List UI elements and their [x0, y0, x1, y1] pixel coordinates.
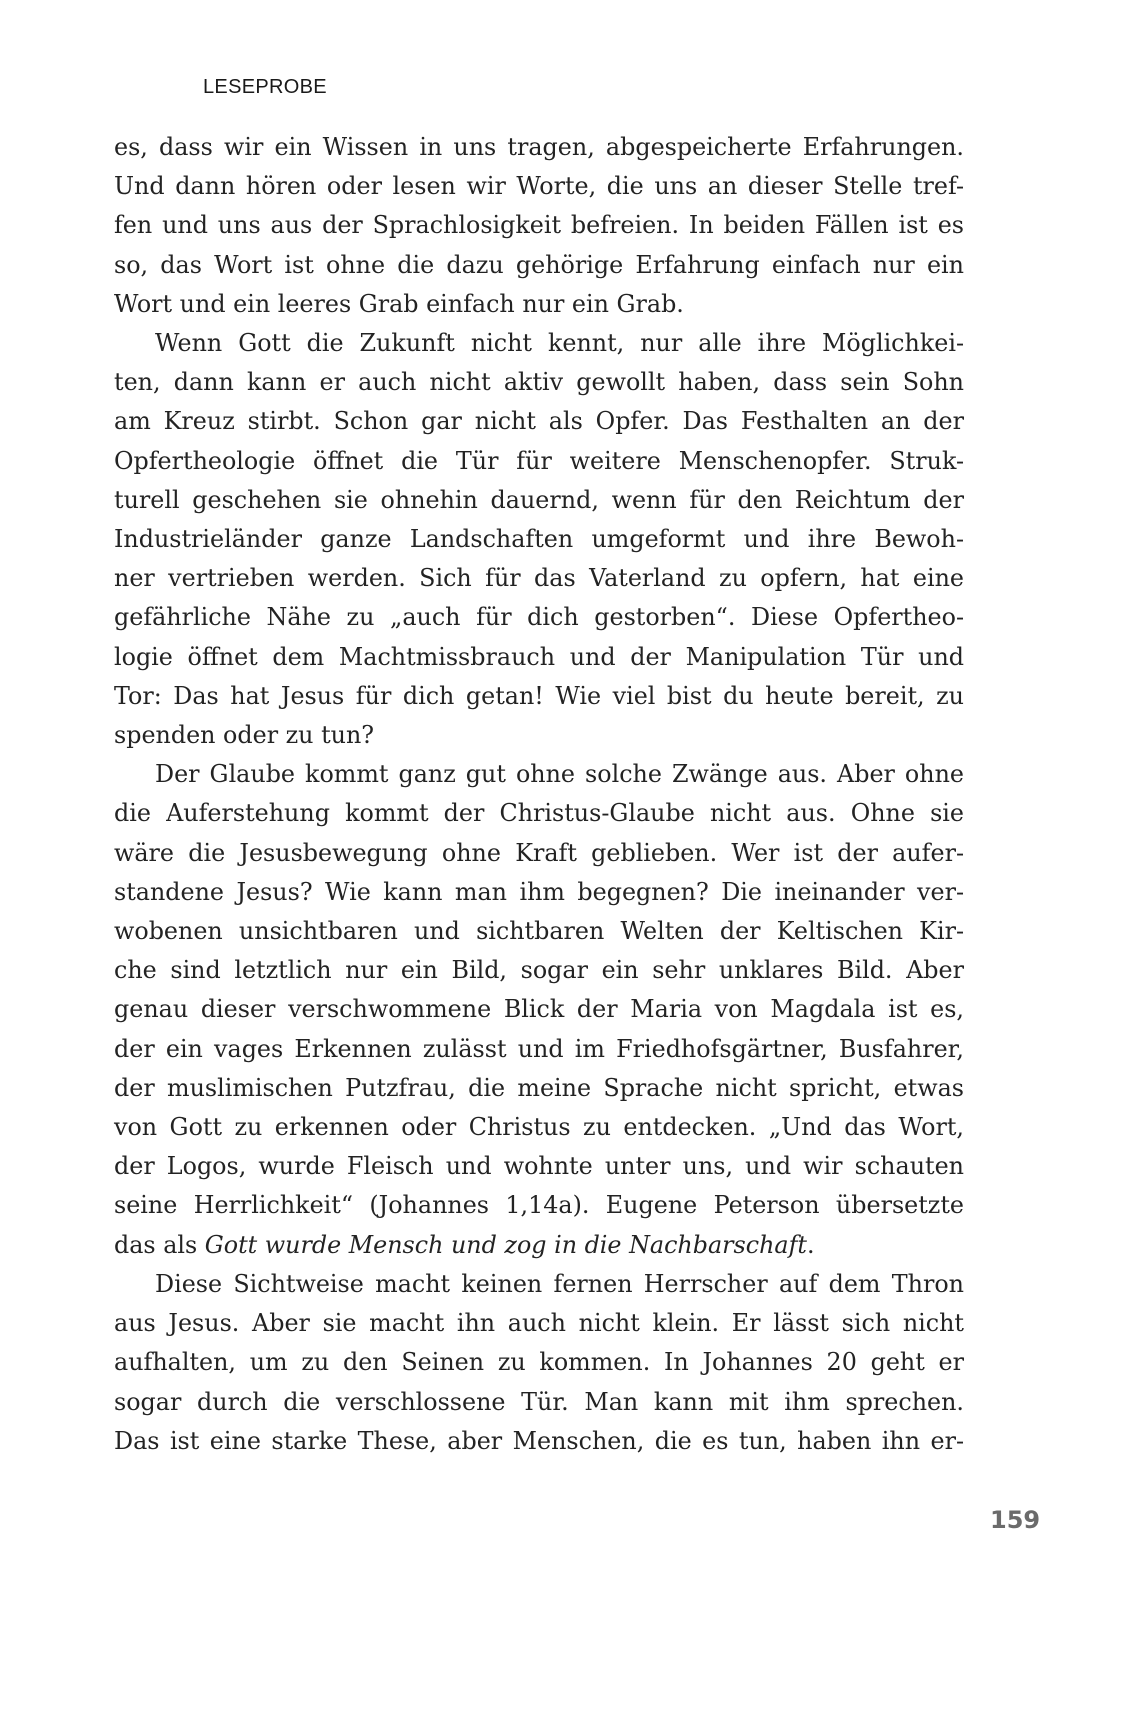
text-line: aus Jesus. Aber sie macht ihn auch nicht klein. Er lässt sich nicht	[114, 1309, 964, 1338]
text-line	[114, 1226, 964, 1265]
text-line: der Logos, wurde Fleisch und wohnte unter uns, und wir schauten	[114, 1152, 964, 1181]
paragraph-3	[114, 755, 964, 1265]
page-number: 159	[990, 1506, 1041, 1534]
text-line: ner vertrieben werden. Sich für das Vaterland zu opfern, hat eine	[114, 564, 964, 593]
paragraph-2	[114, 324, 964, 755]
text-line: von Gott zu erkennen oder Christus zu entdecken. „Und das Wort,	[114, 1113, 964, 1142]
text-run: das als	[114, 1230, 205, 1259]
text-line: seine Herrlichkeit“ (Johannes 1,14a). Eugene Peterson übersetzte	[114, 1191, 964, 1220]
paragraph-4	[114, 1265, 964, 1461]
body-text	[114, 128, 964, 1461]
text-line: Diese Sichtweise macht keinen fernen Herrscher auf dem Thron	[155, 1269, 964, 1298]
text-line: es, dass wir ein Wissen in uns tragen, abgespeicherte Erfahrungen.	[114, 133, 964, 161]
text-line: Opfertheologie öffnet die Tür für weitere Menschenopfer. Struk-	[114, 446, 964, 475]
running-header: LESEPROBE	[203, 76, 327, 98]
text-line: wobenen unsichtbaren und sichtbaren Welten der Keltischen Kir-	[114, 917, 964, 946]
text-line: fen und uns aus der Sprachlosigkeit befreien. In beiden Fällen ist es	[114, 211, 964, 240]
text-line: so, das Wort ist ohne die dazu gehörige Erfahrung einfach nur ein	[114, 250, 964, 279]
paragraph-1	[114, 128, 964, 324]
text-line: die Auferstehung kommt der Christus-Glaube nicht aus. Ohne sie	[114, 799, 964, 828]
text-line: Tor: Das hat Jesus für dich getan! Wie viel bist du heute bereit, zu	[114, 681, 964, 710]
text-line: Das ist eine starke These, aber Menschen, die es tun, haben ihn er-	[114, 1426, 964, 1455]
text-line: logie öffnet dem Machtmissbrauch und der Manipulation Tür und	[114, 642, 964, 671]
text-line: wäre die Jesusbewegung ohne Kraft geblieben. Wer ist der aufer-	[114, 838, 964, 867]
text-line: Der Glaube kommt ganz gut ohne solche Zwänge aus. Aber ohne	[155, 760, 964, 789]
text-line: der ein vages Erkennen zulässt und im Friedhofsgärtner, Busfahrer,	[114, 1034, 964, 1063]
text-line: che sind letztlich nur ein Bild, sogar ein sehr unklares Bild. Aber	[114, 956, 964, 985]
text-line: Wort und ein leeres Grab einfach nur ein Grab.	[114, 289, 684, 318]
text-line: standene Jesus? Wie kann man ihm begegnen? Die ineinander ver-	[114, 877, 964, 906]
text-line: am Kreuz stirbt. Schon gar nicht als Opfer. Das Festhalten an der	[114, 407, 964, 436]
text-line: sogar durch die verschlossene Tür. Man kann mit ihm sprechen.	[114, 1387, 964, 1416]
text-line: aufhalten, um zu den Seinen zu kommen. In Johannes 20 geht er	[114, 1348, 964, 1377]
text-line: turell geschehen sie ohnehin dauernd, wenn für den Reichtum der	[114, 485, 964, 514]
text-line: ten, dann kann er auch nicht aktiv gewollt haben, dass sein Sohn	[114, 368, 964, 397]
text-line: gefährliche Nähe zu „auch für dich gestorben“. Diese Opfertheo-	[114, 603, 964, 632]
italic-title: Gott wurde Mensch und zog in die Nachbarschaft	[204, 1230, 807, 1259]
text-line: Und dann hören oder lesen wir Worte, die uns an dieser Stelle tref-	[114, 172, 964, 201]
text-run: .	[806, 1230, 815, 1259]
text-line: spenden oder zu tun?	[114, 721, 375, 750]
text-line: Wenn Gott die Zukunft nicht kennt, nur alle ihre Möglichkei-	[155, 329, 964, 358]
text-line: der muslimischen Putzfrau, die meine Sprache nicht spricht, etwas	[114, 1073, 964, 1102]
text-line: genau dieser verschwommene Blick der Maria von Magdala ist es,	[114, 995, 964, 1024]
text-line: Industrieländer ganze Landschaften umgeformt und ihre Bewoh-	[114, 525, 964, 554]
